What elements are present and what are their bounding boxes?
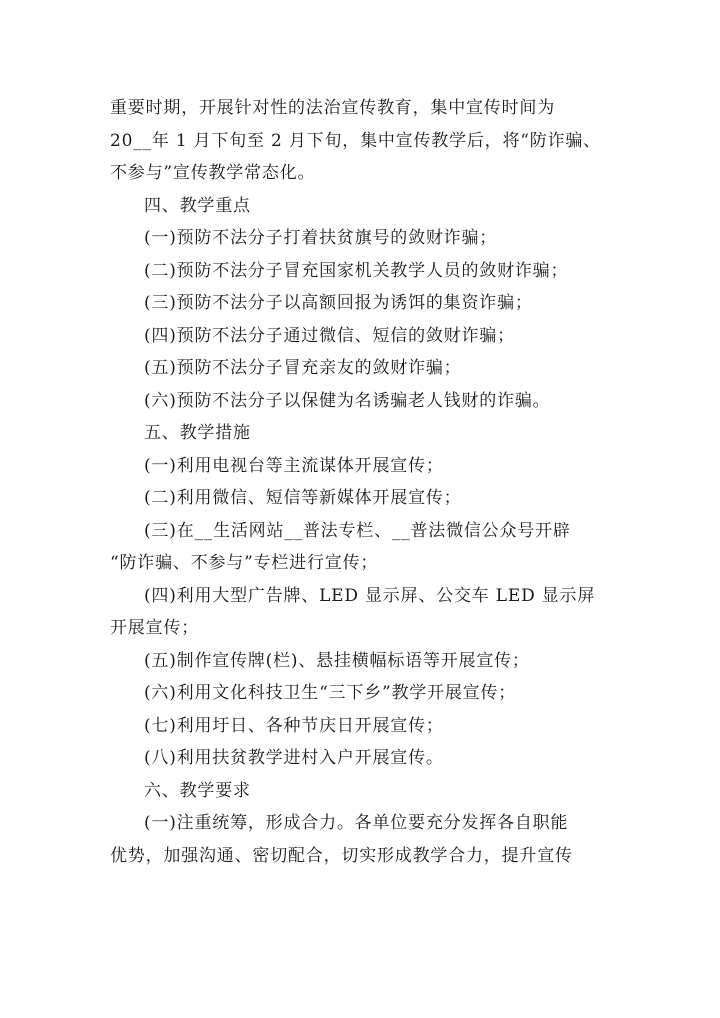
section-heading: 六、教学要求	[144, 780, 251, 801]
list-item: (一)利用电视台等主流谋体开展宣传；	[144, 455, 444, 476]
section-heading: 四、教学重点	[144, 195, 251, 216]
list-item: (二)利用微信、短信等新媒体开展宣传；	[144, 488, 462, 508]
list-item: (五)制作宣传牌(栏)、悬挂横幅标语等开展宣传；	[144, 650, 530, 671]
list-item: (二)预防不法分子冒充国家机关教学人员的敛财诈骗；	[144, 260, 569, 281]
list-item: (六)利用文化科技卫生“三下乡”教学开展宣传；	[144, 683, 517, 703]
list-item: (六)预防不法分子以保健为名诱骗老人钱财的诈骗。	[144, 390, 551, 411]
body-line: 20__年 1 月下旬至 2 月下旬，集中宣传教学后，将“防诈骗、	[110, 130, 601, 151]
list-item: (一)预防不法分子打着扶贫旗号的敛财诈骗；	[144, 228, 498, 248]
list-item: (四)利用大型广告牌、LED 显示屏、公交车 LED 显示屏	[144, 585, 596, 606]
list-item: (三)在__生活网站__普法专栏、__普法微信公众号开辟	[144, 520, 571, 541]
list-item: (七)利用圩日、各种节庆日开展宣传；	[144, 715, 444, 736]
body-line: 开展宣传；	[110, 618, 199, 638]
document-body	[110, 92, 630, 872]
list-item: (四)预防不法分子通过微信、短信的敛财诈骗；	[144, 325, 515, 346]
section-heading: 五、教学措施	[144, 423, 251, 443]
list-item: (三)预防不法分子以高额回报为诱饵的集资诈骗；	[144, 293, 533, 313]
body-line: “防诈骗、不参与”专栏进行宣传；	[110, 553, 379, 573]
body-line: 重要时期，开展针对性的法治宣传教育，集中宣传时间为	[110, 98, 555, 118]
list-item: (八)利用扶贫教学进村入户开展宣传。	[144, 748, 444, 768]
list-item: (一)注重统筹，形成合力。各单位要充分发挥各自职能	[144, 813, 569, 833]
list-item: (五)预防不法分子冒充亲友的敛财诈骗；	[144, 358, 462, 378]
body-line: 不参与”宣传教学常态化。	[110, 163, 316, 183]
body-line: 优势，加强沟通、密切配合，切实形成教学合力，提升宣传	[110, 845, 573, 866]
